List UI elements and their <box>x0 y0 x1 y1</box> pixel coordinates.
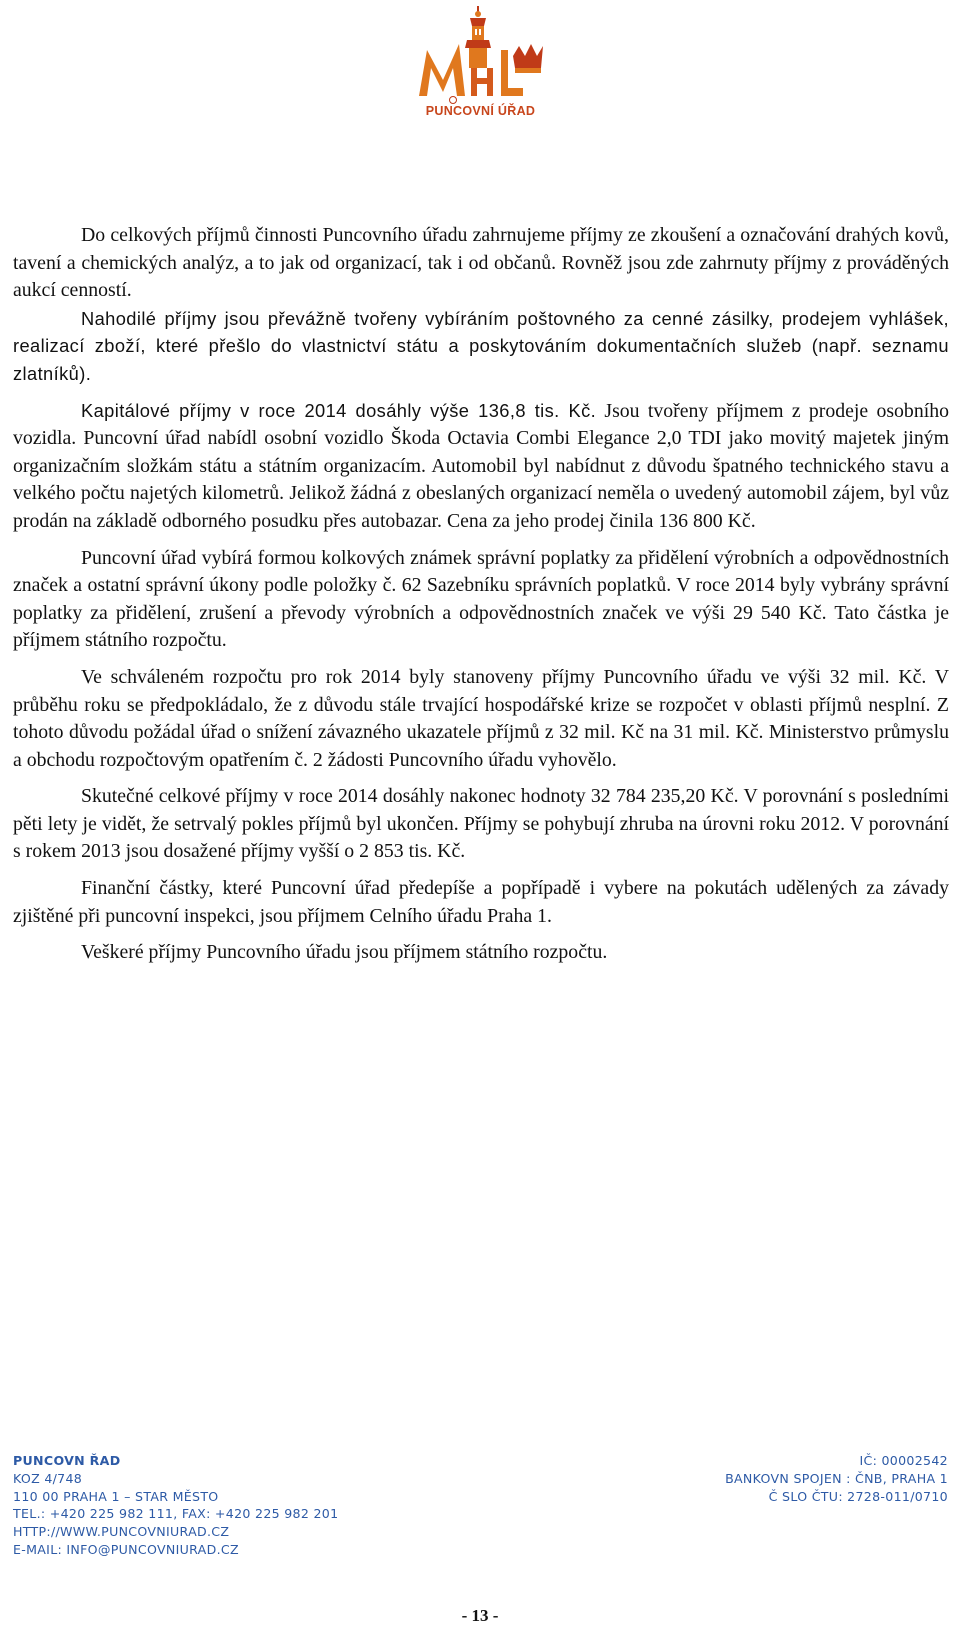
paragraph-actual-revenues: Skutečné celkové příjmy v roce 2014 dosáhly nakonec hodnoty 32 784 235,20 Kč. V porovnání s posledními pěti lety je vidět, že setrvalý pokles příjmů byl ukončen. Příjmy se pohybují zhruba na úrovni roku 2012. V porovnání s rokem 2013 jsou dosažené příjmy vyšší o 2 853 tis. Kč. <box>13 785 949 863</box>
paragraph-capital-revenues <box>13 397 949 536</box>
footer-bank: BANKOVN SPOJEN : ČNB, PRAHA 1 <box>725 1470 948 1486</box>
document-body <box>13 222 949 976</box>
footer-street: KOZ 4/748 <box>13 1470 83 1486</box>
footer-website: HTTP://WWW.PUNCOVNIURAD.CZ <box>13 1524 230 1540</box>
paragraph-incidental-revenues: Nahodilé příjmy jsou převážně tvořeny vybíráním poštovného za cenné zásilky, prodejem vyhlášek, realizací zboží, které přešlo do vlastnictví státu a poskytováním dokumentačních služeb (např. seznamu zlatníků). <box>13 307 949 384</box>
footer-bank-block <box>725 1452 948 1505</box>
page-number: - 13 - <box>461 1606 499 1625</box>
footer-address-block <box>13 1452 338 1559</box>
paragraph-revenues-activities: Do celkových příjmů činnosti Puncovního úřadu zahrnujeme příjmy ze zkoušení a označování drahých kovů, tavení a chemických analýz, a to jak od organizací, tak i od občanů. Rovněž jsou zde zahrnuty příjmy z prováděných aukcí cenností. <box>13 224 949 302</box>
footer-city: 110 00 PRAHA 1 – STAR MĚSTO <box>13 1488 219 1504</box>
capital-revenues-detail: Jsou tvořeny příjmem z prodeje osobního vozidla. Puncovní úřad nabídl osobní vozidlo Škoda Octavia Combi Elegance 2,0 TDI jako movitý majetek jiným organizačním složkám státu a státním organizacím. Automobil byl nabídnut z důvodu špatného technického stavu a velkého počtu najetých kilometrů. Jelikož žádná z obeslaných organizací neměla o uvedený automobil zájem, byl vůz prodán na základě odborného posudku přes autobazar. Cena za jeho prodej činila 136 800 Kč. <box>13 399 949 532</box>
footer-phone-fax: TEL.: +420 225 982 111, FAX: +420 225 982 201 <box>13 1506 339 1522</box>
footer-office-name: PUNCOVN ŘAD <box>13 1453 121 1468</box>
capital-revenues-lead: Kapitálové příjmy v roce 2014 dosáhly výše 136,8 tis. Kč. <box>81 399 597 421</box>
paragraph-approved-budget: Ve schváleném rozpočtu pro rok 2014 byly stanoveny příjmy Puncovního úřadu ve výši 32 mil. Kč. V průběhu roku se předpokládalo, že z důvodu stále trvající hospodářské krize se rozpočet v oblasti příjmů nesplní. Z tohoto důvodu požádal úřad o snížení závazného ukazatele příjmů z 32 mil. Kč na 31 mil. Kč. Ministerstvo průmyslu a obchodu rozpočtovým opatřením č. 2 žádosti Puncovního úřadu vyhovělo. <box>13 665 949 771</box>
footer-company-id: IČ: 00002542 <box>859 1453 948 1468</box>
paragraph-administrative-fees: Puncovní úřad vybírá formou kolkových známek správní poplatky za přidělení výrobních a odpovědnostních značek a ostatní správní úkony podle položky č. 62 Sazebníku správních poplatků. V roce 2014 byly vybrány správní poplatky za přidělení, zrušení a převody výrobních a odpovědnostních značek ve výši 29 540 Kč. Tato částka je příjmem státního rozpočtu. <box>13 546 949 652</box>
paragraph-state-budget: Veškeré příjmy Puncovního úřadu jsou příjmem státního rozpočtu. <box>81 941 608 964</box>
logo-text: PUNCOVNÍ ÚŘAD <box>425 104 536 118</box>
puncovni-urad-logo <box>413 4 548 122</box>
paragraph-fines: Finanční částky, které Puncovní úřad předepíše a popřípadě i vybere na pokutách udělených za závady zjištěné při puncovní inspekci, jsou příjmem Celního úřadu Praha 1. <box>13 877 949 927</box>
footer-account-number: Č SLO ČTU: 2728-011/0710 <box>768 1488 948 1504</box>
logo-emblem-icon <box>413 4 548 104</box>
page-footer <box>13 1452 948 1572</box>
footer-email: E-MAIL: INFO@PUNCOVNIURAD.CZ <box>13 1541 239 1557</box>
